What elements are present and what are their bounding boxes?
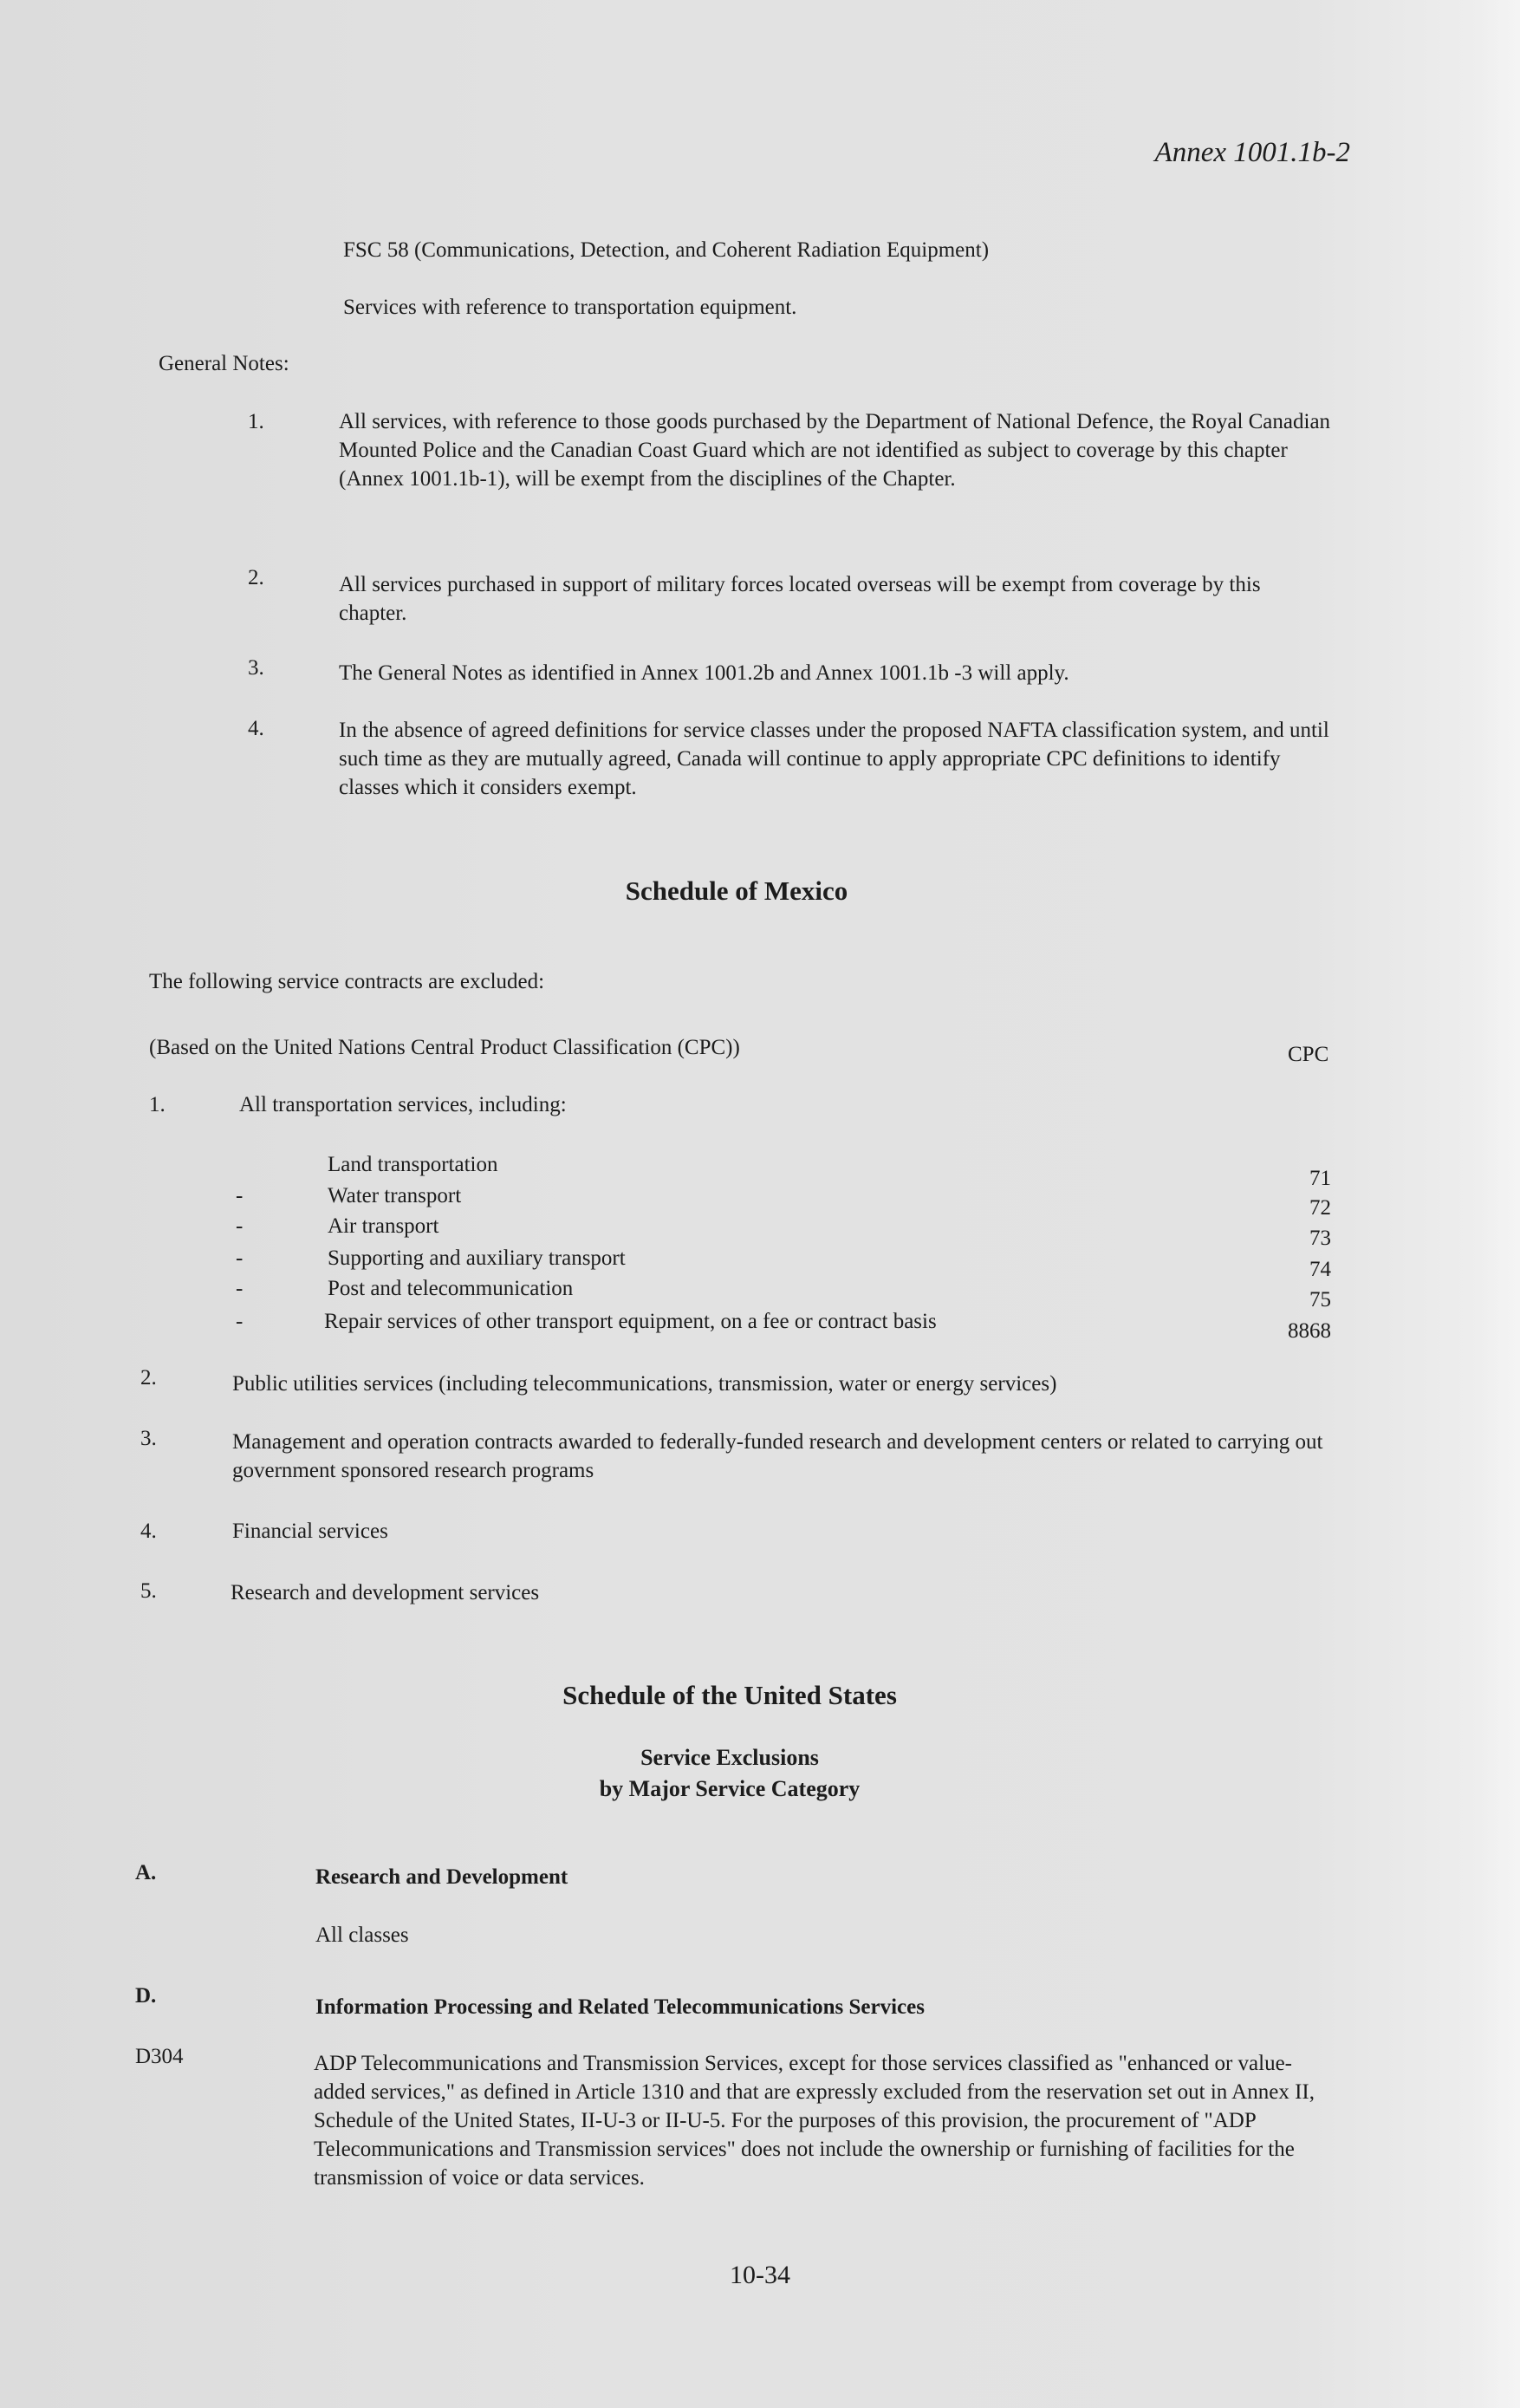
cpc-column-header: CPC bbox=[1288, 1043, 1329, 1066]
category-a-title: Research and Development bbox=[315, 1865, 568, 1889]
page-edge-shadow bbox=[1478, 0, 1520, 2408]
mexico-item-1-number: 1. bbox=[149, 1093, 166, 1116]
sub-item-text: Repair services of other transport equipment, on a fee or contract basis bbox=[324, 1310, 937, 1333]
sub-item-text: Supporting and auxiliary transport bbox=[328, 1246, 626, 1270]
mexico-item-3-number: 3. bbox=[140, 1427, 157, 1450]
us-subheading-1: Service Exclusions bbox=[640, 1745, 819, 1770]
note-2-text: All services purchased in support of military forces located overseas will be exempt from coverage by this chapter. bbox=[339, 573, 1261, 625]
note-1-number: 1. bbox=[248, 410, 264, 433]
mexico-item-3-text: Management and operation contracts awarded to federally-funded research and development centers or related to carrying out government sponsored research programs bbox=[232, 1430, 1323, 1482]
sub-item-cpc: 74 bbox=[1309, 1258, 1331, 1281]
note-1-text: All services, with reference to those goods purchased by the Department of National Defence, the Royal Canadian Mounted Police and the Canadian Coast Guard which are not identified as subject to coverage by this chapter (Annex 1001.1b-1), will be exempt from the disciplines of the Chapter. bbox=[339, 410, 1331, 491]
mexico-intro: The following service contracts are excluded: bbox=[149, 970, 545, 993]
mexico-item-4-text: Financial services bbox=[232, 1520, 388, 1543]
running-head: Annex 1001.1b-2 bbox=[1154, 137, 1350, 168]
sub-item-dash: - bbox=[236, 1310, 244, 1333]
sub-item-dash: - bbox=[236, 1277, 244, 1300]
d304-code: D304 bbox=[135, 2045, 184, 2068]
mexico-item-1-text: All transportation services, including: bbox=[239, 1093, 567, 1116]
mexico-item-2-number: 2. bbox=[140, 1366, 157, 1389]
fsc-line: FSC 58 (Communications, Detection, and Coherent Radiation Equipment) bbox=[343, 238, 990, 262]
mexico-item-2-text: Public utilities services (including telecommunications, transmission, water or energy services) bbox=[232, 1372, 1057, 1396]
services-line: Services with reference to transportation equipment. bbox=[343, 296, 797, 319]
note-3-text: The General Notes as identified in Annex 1001.2b and Annex 1001.1b -3 will apply. bbox=[339, 661, 1069, 685]
category-a-detail: All classes bbox=[315, 1923, 409, 1947]
sub-item-text: Air transport bbox=[328, 1214, 439, 1238]
sub-item-text: Water transport bbox=[328, 1184, 462, 1207]
mexico-heading: Schedule of Mexico bbox=[625, 875, 848, 906]
sub-item-cpc: 73 bbox=[1309, 1227, 1331, 1250]
d304-text: ADP Telecommunications and Transmission Services, except for those services classified as "enhanced or value-added services," as defined in Article 1310 and that are expressly excluded from the reservation set out in Annex II, Schedule of the United States, II-U-3 or II-U-5. For the purposes of this provision, the procurement of "ADP Telecommunications and Transmission services" does not include the ownership or furnishing of facilities for the transmission of voice or data services. bbox=[314, 2052, 1315, 2190]
page-number: 10-34 bbox=[730, 2261, 790, 2289]
mexico-item-5-text: Research and development services bbox=[231, 1581, 540, 1604]
general-notes-heading: General Notes: bbox=[159, 352, 289, 375]
us-subheading-2: by Major Service Category bbox=[599, 1776, 861, 1801]
us-heading: Schedule of the United States bbox=[562, 1680, 897, 1710]
sub-item-dash: - bbox=[236, 1214, 244, 1238]
category-d-title: Information Processing and Related Telecommunications Services bbox=[315, 1995, 925, 2019]
sub-item-dash: - bbox=[236, 1184, 244, 1207]
note-4-number: 4. bbox=[248, 717, 264, 740]
mexico-item-5-number: 5. bbox=[140, 1579, 157, 1603]
sub-item-text: Post and telecommunication bbox=[328, 1277, 574, 1300]
sub-item-text: Land transportation bbox=[328, 1153, 498, 1176]
note-4-text: In the absence of agreed definitions for service classes under the proposed NAFTA classification system, and until such time as they are mutually agreed, Canada will continue to apply appropriate CPC definitions to identify classes which it considers exempt. bbox=[339, 719, 1329, 799]
sub-item-cpc: 72 bbox=[1309, 1196, 1331, 1220]
note-3-number: 3. bbox=[248, 656, 264, 680]
category-a-code: A. bbox=[135, 1861, 157, 1884]
sub-item-cpc: 75 bbox=[1309, 1288, 1331, 1311]
sub-item-cpc: 71 bbox=[1309, 1167, 1331, 1190]
category-d-code: D. bbox=[135, 1984, 157, 2008]
mexico-basis: (Based on the United Nations Central Product Classification (CPC)) bbox=[149, 1036, 740, 1059]
sub-item-cpc: 8868 bbox=[1288, 1319, 1331, 1343]
sub-item-dash: - bbox=[236, 1246, 244, 1270]
note-2-number: 2. bbox=[248, 566, 264, 589]
mexico-item-4-number: 4. bbox=[140, 1520, 157, 1543]
